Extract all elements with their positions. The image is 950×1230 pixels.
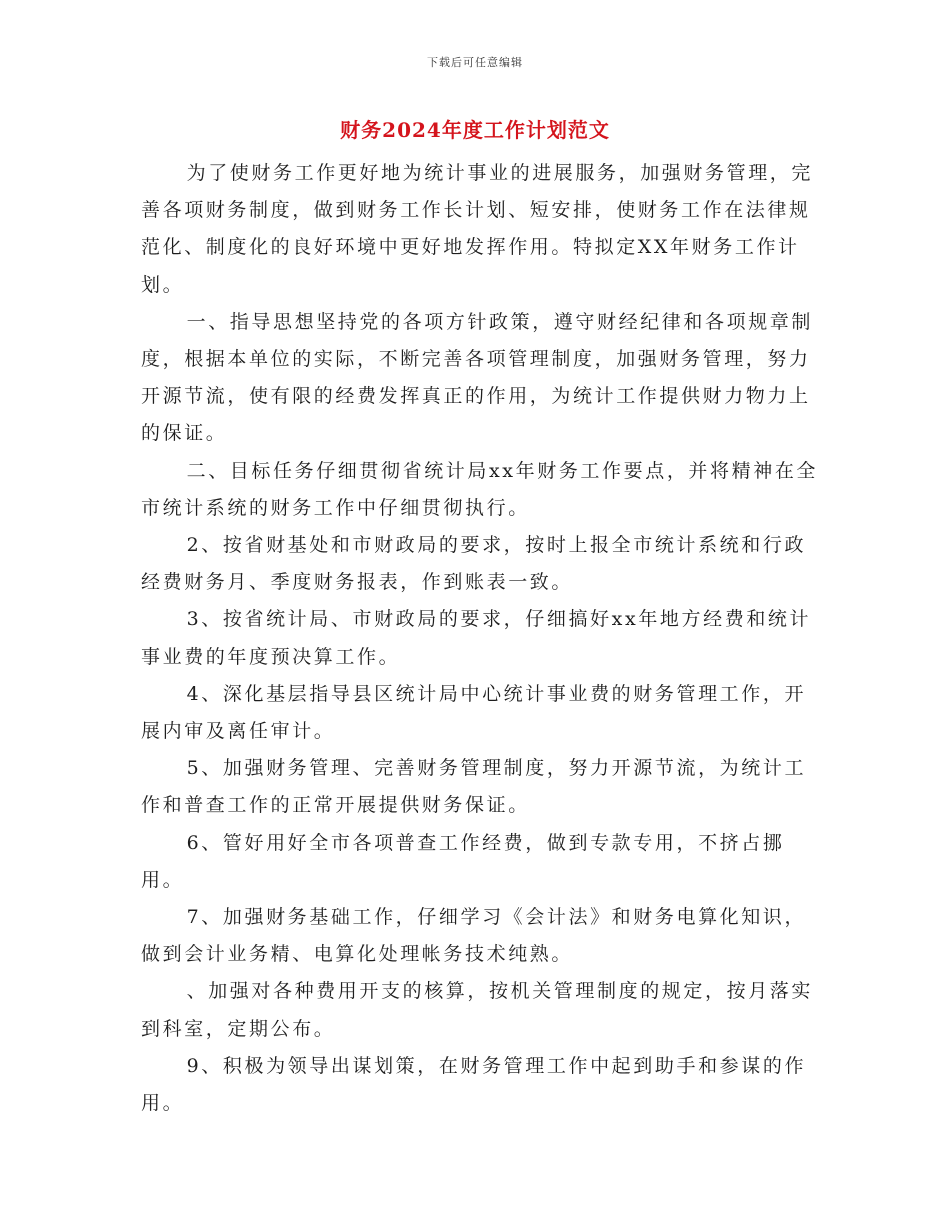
paragraph-item-7: 7、加强财务基础工作，仔细学习《会计法》和财务电算化知识，做到会计业务精、电算化处理帐务技术纯熟。: [141, 906, 807, 966]
paragraph-objectives: 二、目标任务仔细贯彻省统计局xx年财务工作要点，并将精神在全市统计系统的财务工作中仔细贯彻执行。: [141, 459, 819, 519]
paragraph-item-2: 2、按省财基处和市财政局的要求，按时上报全市统计系统和行政经费财务月、季度财务报表，作到账表一致。: [141, 534, 807, 594]
header-note: 下载后可任意编辑: [427, 56, 523, 69]
paragraph-item-3: 3、按省统计局、市财政局的要求，仔细搞好xx年地方经费和统计事业费的年度预决算工作。: [141, 608, 812, 668]
paragraph-item-4: 4、深化基层指导县区统计局中心统计事业费的财务管理工作，开展内审及离任审计。: [141, 682, 807, 743]
paragraph-guiding-principle: 一、指导思想坚持党的各项方针政策，遵守财经纪律和各项规章制度，根据本单位的实际，不断完善各项管理制度，加强财务管理，努力开源节流，使有限的经费发挥真正的作用，为统计工作提供财力物力上的保证。: [141, 310, 813, 445]
paragraph-item-6: 6、管好用好全市各项普查工作经费，做到专款专用，不挤占挪用。: [141, 831, 785, 891]
paragraph-intro: 为了使财务工作更好地为统计事业的进展服务，加强财务管理，完善各项财务制度，做到财务工作长计划、短安排，使财务工作在法律规范化、制度化的良好环境中更好地发挥作用。特拟定XX年财务工作计划。: [141, 162, 813, 296]
paragraph-item-9: 9、积极为领导出谋划策，在财务管理工作中起到助手和参谋的作用。: [141, 1054, 807, 1115]
document-title: 财务2024年度工作计划范文: [340, 118, 610, 142]
paragraph-item-8: 、加强对各种费用开支的核算，按机关管理制度的规定，按月落实到科室，定期公布。: [141, 980, 813, 1040]
paragraph-item-5: 5、加强财务管理、完善财务管理制度，努力开源节流，为统计工作和普查工作的正常开展提供财务保证。: [141, 757, 807, 817]
document-body: [141, 155, 821, 1122]
